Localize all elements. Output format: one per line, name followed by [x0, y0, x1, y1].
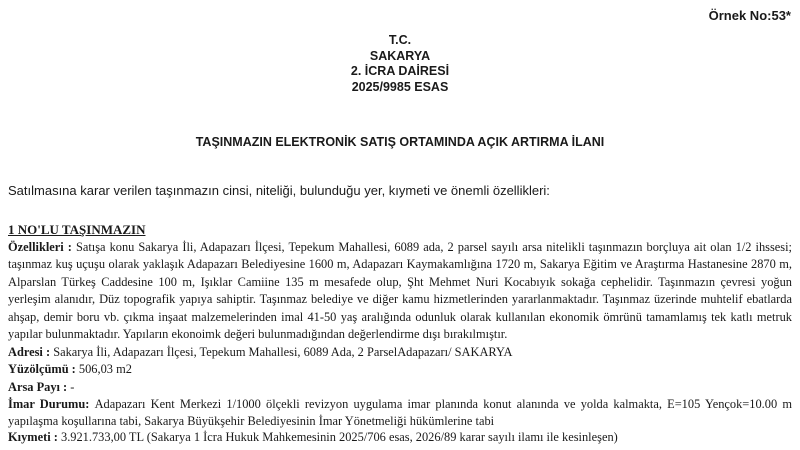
- property-area: [8, 361, 792, 379]
- property-land-share: [8, 379, 792, 397]
- area-label: Yüzölçümü :: [8, 362, 79, 376]
- area-text: 506,03 m2: [78, 362, 132, 376]
- header-tc: T.C.: [388, 33, 412, 47]
- property-section: [8, 221, 792, 447]
- header-city: SAKARYA: [369, 48, 431, 63]
- header-case-number: 2025/9985 ESAS: [351, 79, 449, 94]
- document-header: [0, 33, 800, 95]
- address-text: Sakarya İli, Adapazarı İlçesi, Tepekum Mahallesi, 6089 Ada, 2 ParselAdapazarı/ SAKARYA: [53, 344, 513, 359]
- property-address: [8, 344, 792, 362]
- property-features: [8, 239, 792, 344]
- land-share-label: Arsa Payı :: [8, 379, 71, 394]
- features-label: Özellikleri :: [8, 239, 76, 254]
- zoning-text: Adapazarı Kent Merkezi 1/1000 ölçekli revizyon uygulama imar planında konut alanında ve yolda kalmakta, E=105 Yençok=10.00 m yapılaşma koşullarına tabi, Sakarya Büyükşehir Belediyesinin İmar Yönetmeliği hükümlerine tabi: [8, 397, 792, 428]
- address-label: Adresi :: [8, 344, 54, 359]
- property-value: [8, 429, 792, 447]
- property-heading: 1 NO'LU TAŞINMAZIN: [8, 222, 146, 237]
- value-text: 3.921.733,00 TL (Sakarya 1 İcra Hukuk Mahkemesinin 2025/706 esas, 2026/89 karar sayılı ilamı ile kesinleşen): [61, 430, 618, 444]
- header-office: 2. İCRA DAİRESİ: [350, 64, 450, 78]
- intro-text: Satılmasına karar verilen taşınmazın cinsi, niteliği, bulunduğu yer, kıymeti ve önemli özellikleri:: [8, 183, 550, 198]
- value-label: Kıymeti :: [8, 430, 61, 444]
- zoning-label: İmar Durumu:: [8, 397, 95, 411]
- features-text: Satışa konu Sakarya İli, Adapazarı İlçesi, Tepekum Mahallesi, 6089 ada, 2 parsel sayılı arsa nitelikli taşınmazın borçluya ait olan 1/2 ihssesi; taşınmaz kuş uçuşu olarak yaklaşık Adapazarı Belediyesine 1600 m, Adapazarı Kaymakamlığına 1720 m, Sakarya Eğitim ve Araştırma Hastanesine 2870 m, Alparslan Türkeş Caddesine 100 m, Işıklar Camiine 135 m mesafede olup, Şht Mehmet Nuri Kocabıyık sokağa cephelidir. Taşınmazın çevresi yoğun yerleşim alanıdır, Düz topografik yapıya sahiptir. Taşınmaz belediye ve diğer kamu hizmetlerinden yararlanmaktadır. Taşınmaz üzerinde muhtelif ebatlarda ahşap, demir boru vb. çıkma inşaat malzemelerinden imal 41-50 yaş aralığında odunluk olarak kullanılan ekonomik ömrünü tamamlamış tek katlı metruk yapılar bulunmaktadır. Yapıların ekonoimk değeri bulunmadığından değerlendirme dışı bırakılmıştır.: [8, 239, 793, 341]
- land-share-text: -: [70, 379, 75, 394]
- property-zoning: [8, 396, 792, 429]
- example-number: Örnek No:53*: [708, 8, 791, 23]
- document-title: TAŞINMAZIN ELEKTRONİK SATIŞ ORTAMINDA AÇIK ARTIRMA İLANI: [195, 135, 605, 149]
